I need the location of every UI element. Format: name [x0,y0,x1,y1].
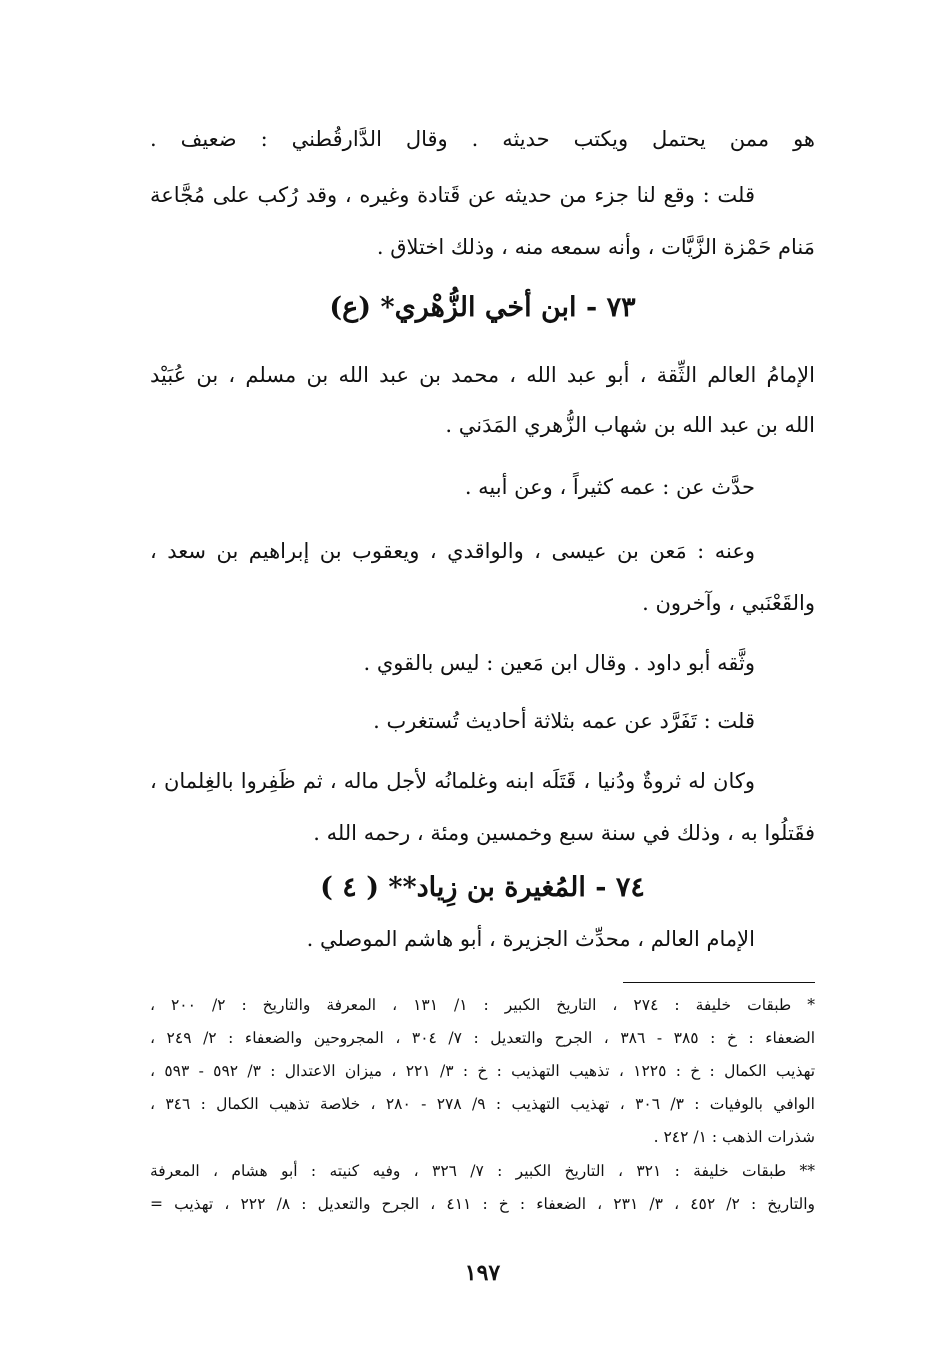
body-line: وكان له ثروةٌ ودُنيا ، قَتَلَه ابنه وغلمانُه لأجل ماله ، ثم ظَفِروا بالغِلمان ، [150,769,755,793]
body-line: حدَّث عن : عمه كثيراً ، وعن أبيه . [464,475,755,499]
footnote-line: تهذيب الكمال : خ : ١٢٢٥ ، تذهيب التهذيب : خ : ٣/ ٢٢١ ، ميزان الاعتدال : ٣/ ٥٩٢ - ٥٩٣ ، [150,1062,816,1080]
body-line: قلت : تَفَرَّد عن عمه بثلاثة أحاديث تُستغرب . [373,709,755,733]
footnote-line: ** طبقات خليفة : ٣٢١ ، التاريخ الكبير : ٧/ ٣٢٦ ، وفيه كنيته : أبو هشام ، المعرفة [150,1162,815,1180]
body-line: الإمام العالم ، محدِّث الجزيرة ، أبو هاشم الموصلي . [306,927,755,951]
page-number: ١٩٧ [464,1260,501,1286]
entry-heading-74: ٧٤ - المُغيرة بن زِياد** ( ٤ ) [320,872,645,903]
body-line: والقَعْنَبي ، وآخرون . [642,591,815,615]
footnote-line: شذرات الذهب : ١/ ٢٤٢ . [653,1128,815,1146]
footnote-line: الوافي بالوفيات : ٣/ ٣٠٦ ، تهذيب التهذيب : ٩/ ٢٧٨ - ٢٨٠ ، خلاصة تذهيب الكمال : ٣٤٦ ، [150,1095,815,1113]
body-line: وثَّقه أبو داود . وقال ابن مَعين : ليس بالقوي . [363,651,755,675]
body-line: الله بن عبد الله بن شهاب الزُّهري المَدَني . [445,413,815,437]
footnote-line: * طبقات خليفة : ٢٧٤ ، التاريخ الكبير : ١/ ١٣١ ، المعرفة والتاريخ : ٢/ ٢٠٠ ، [150,996,815,1014]
footnote-line: والتاريخ : ٢/ ٤٥٢ ، ٣/ ٢٣١ ، الضعفاء : خ : ٤١١ ، الجرح والتعديل : ٨/ ٢٢٢ ، تهذيب = [150,1195,816,1213]
body-line: مَنام حَمْزة الزَّيَّات ، وأنه سمعه منه ، وذلك اختلاق . [376,235,815,259]
body-line: قلت : وقع لنا جزء من حديثه عن قَتادة وغيره ، وقد رُكب على مُجَّاعة [150,183,755,207]
body-line: وعنه : مَعن بن عيسى ، والواقدي ، ويعقوب بن إبراهيم بن سعد ، [150,539,755,563]
footnote-separator [623,982,815,983]
body-line: هو ممن يحتمل ويكتب حديثه . وقال الدَّارقُطني : ضعيف . [150,127,815,151]
footnote-line: الضعفاء : خ : ٣٨٥ - ٣٨٦ ، الجرح والتعديل : ٧/ ٣٠٤ ، المجروحين والضعفاء : ٢/ ٢٤٩ ، [150,1029,816,1047]
entry-heading-73: ٧٣ - ابن أخي الزُّهْري* (ع) [329,292,636,323]
body-line: الإمامُ العالم الثِّقة ، أبو عبد الله ، محمد بن عبد الله بن مسلم ، بن عُبَيْد [150,363,815,387]
body-line: فقَتلُوا به ، وذلك في سنة سبع وخمسين ومئة ، رحمه الله . [313,821,815,845]
book-page [150,110,815,1340]
